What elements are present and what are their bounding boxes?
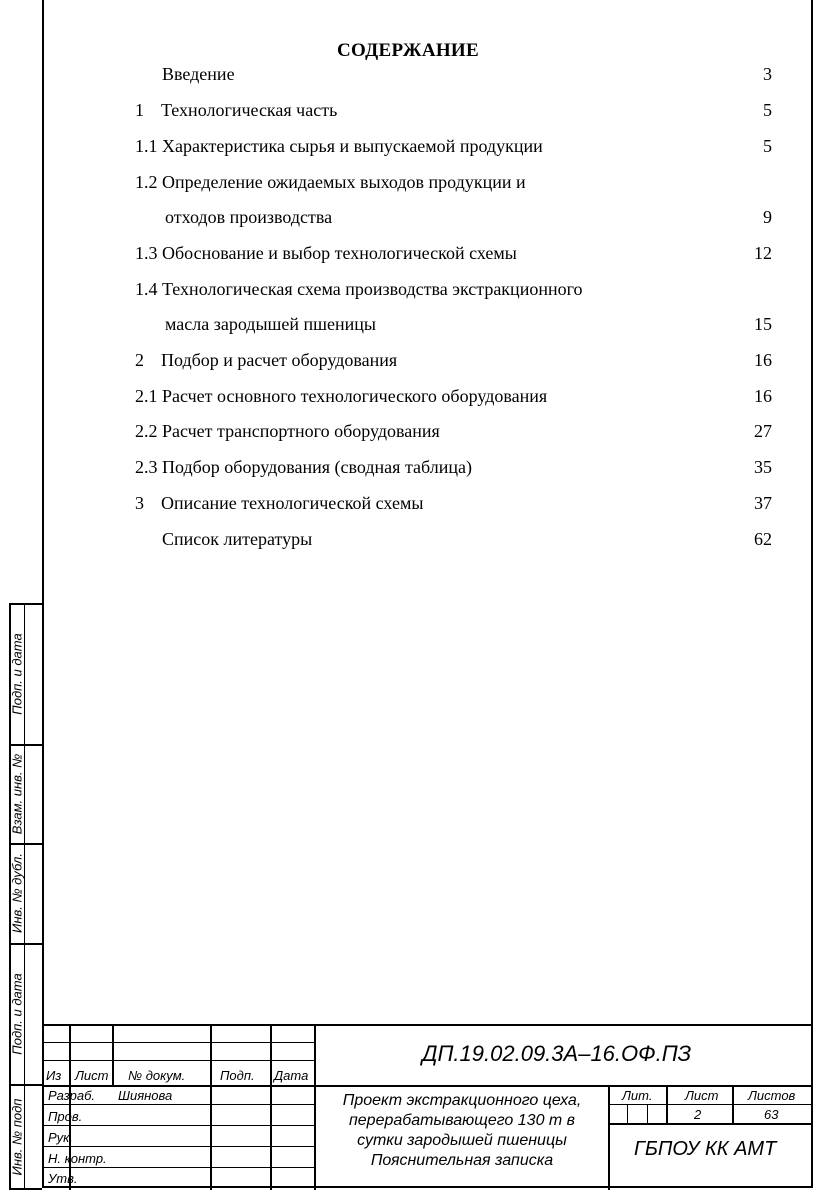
toc-page-number: 5 [763, 136, 772, 156]
role-approve: Утв. [48, 1171, 78, 1186]
stamp-line [42, 1167, 314, 1168]
header-iz: Из [46, 1068, 62, 1083]
toc-entry: 2.1 Расчет основного технологического оборудования [135, 386, 548, 406]
role-checker: Пров. [48, 1109, 83, 1124]
stamp-line [42, 1042, 314, 1043]
sheet-label: Лист [685, 1088, 719, 1103]
toc-entry: 2 Подбор и расчет оборудования [135, 350, 398, 370]
stamp-line [112, 1024, 114, 1086]
toc-page-number: 37 [754, 493, 772, 513]
lit-label: Лит. [622, 1088, 653, 1103]
toc-entry: 2.2 Расчет транспортного оборудования [135, 421, 440, 441]
sheets-total: 63 [764, 1107, 779, 1122]
stamp-line [210, 1024, 212, 1190]
role-supervisor: Рук. [48, 1130, 73, 1145]
header-list: Лист [75, 1068, 109, 1083]
header-doc-num: № докум. [128, 1068, 186, 1083]
toc-entry: масла зародышей пшеницы [165, 314, 377, 334]
role-developer: Разраб. [48, 1088, 96, 1103]
toc-page-number: 62 [754, 529, 772, 549]
stamp-line [608, 1085, 610, 1190]
side-label-replace-inv: Взам. инв. № [9, 753, 25, 834]
side-label-dup-inv: Инв. № дубл. [9, 853, 25, 933]
stamp-line [627, 1104, 628, 1124]
document-code: ДП.19.02.09.3А–16.ОФ.ПЗ [422, 1041, 692, 1066]
toc-entry: Список литературы [162, 529, 313, 549]
stamp-line [732, 1085, 734, 1124]
side-label-sign-date-2: Подп. и дата [9, 972, 25, 1055]
role-norm-control: Н. контр. [48, 1151, 107, 1166]
stamp-line [608, 1123, 813, 1125]
toc-page-number: 27 [754, 421, 772, 441]
stamp-line [42, 1085, 813, 1087]
toc-page-number: 9 [763, 207, 772, 227]
stamp-line [647, 1104, 648, 1124]
header-date: Дата [274, 1068, 309, 1083]
developer-name: Шиянова [118, 1088, 173, 1103]
stamp-line [42, 1125, 314, 1126]
toc-entry: 1.1 Характеристика сырья и выпускаемой продукции [135, 136, 543, 156]
document-title: Проект экстракционного цеха, перерабатывающего 130 т в сутки зародышей пшеницы Пояснительная записка [342, 1092, 582, 1169]
organization-name: ГБПОУ КК АМТ [634, 1138, 777, 1160]
toc-page-number: 16 [754, 350, 772, 370]
toc-title: СОДЕРЖАНИЕ [337, 40, 479, 61]
stamp-line [42, 1060, 314, 1061]
sheet-number: 2 [694, 1107, 702, 1122]
toc-entry: 1.2 Определение ожидаемых выходов продукции и [135, 172, 526, 192]
toc-page-number: 3 [763, 64, 772, 84]
side-label-orig-inv: Инв. № подп [9, 1098, 25, 1176]
stamp-line [42, 1146, 314, 1147]
toc-page-number: 5 [763, 100, 772, 120]
toc-page-number: 12 [754, 243, 772, 263]
side-label-sign-date: Подп. и дата [9, 632, 25, 715]
stamp-line [608, 1104, 813, 1105]
toc-entry: 1 Технологическая часть [135, 100, 338, 120]
toc-entry: Введение [162, 64, 235, 84]
toc-page-number: 15 [754, 314, 772, 334]
stamp-line [666, 1085, 668, 1124]
sheets-label: Листов [748, 1088, 796, 1103]
toc-entry: отходов производства [165, 207, 333, 227]
toc-entry: 2.3 Подбор оборудования (сводная таблица) [135, 457, 472, 477]
toc-page-number: 35 [754, 457, 772, 477]
toc-entry: 1.3 Обоснование и выбор технологической схемы [135, 243, 517, 263]
toc-entry: 3 Описание технологической схемы [135, 493, 424, 513]
stamp-line [42, 1024, 813, 1026]
stamp-line [42, 1104, 314, 1105]
toc-page-number: 16 [754, 386, 772, 406]
stamp-line [270, 1024, 272, 1190]
title-block [42, 1024, 813, 1190]
header-sign: Подп. [220, 1068, 255, 1083]
toc-entry: 1.4 Технологическая схема производства экстракционного [135, 279, 583, 299]
